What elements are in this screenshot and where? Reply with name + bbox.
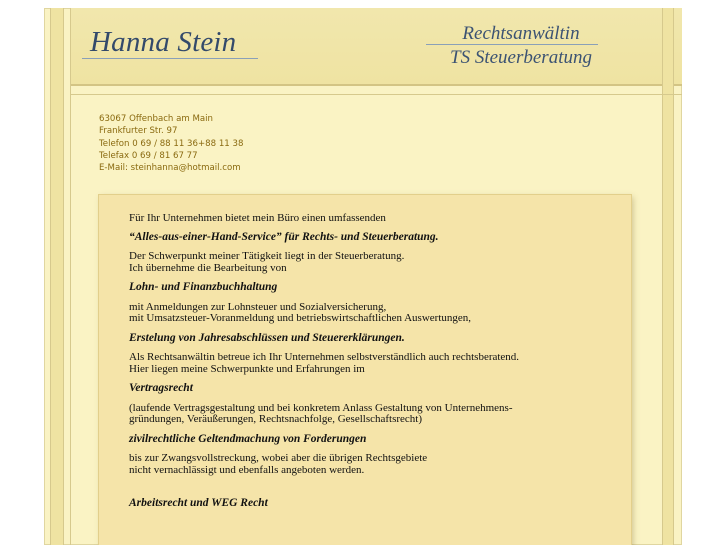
content-text	[129, 213, 619, 510]
brand-name: Hanna Stein	[90, 26, 237, 58]
contact-phone: Telefon 0 69 / 88 11 36+88 11 38	[99, 138, 244, 149]
profession	[436, 22, 606, 70]
service-heading: “Alles-aus-einer-Hand-Service” für Rechts- und Steuerberatung.	[129, 230, 439, 243]
right-border-bar	[662, 8, 674, 545]
contact-fax: Telefax 0 69 / 81 67 77	[99, 150, 198, 161]
brand-underline	[82, 58, 258, 59]
contact-address: 63067 Offenbach am Main	[99, 114, 213, 124]
content-panel	[99, 195, 631, 545]
contract-line-1: (laufende Vertragsgestaltung und bei konkretem Anlass Gestaltung von Unternehmens-	[129, 401, 513, 414]
intro-text: Für Ihr Unternehmen bietet mein Büro einen umfassenden	[129, 212, 386, 224]
focus-line-1: Der Schwerpunkt meiner Tätigkeit liegt in der Steuerberatung.	[129, 250, 405, 262]
civil-line-1: bis zur Zwangsvollstreckung, wobei aber die übrigen Rechtsgebiete	[129, 452, 428, 464]
civil-line-2: nicht vernachlässigt und ebenfalls angeboten werden.	[129, 463, 365, 476]
lawyer-line-1: Als Rechtsanwältin betreue ich Ihr Unternehmen selbstverständlich auch rechtsberatend.	[129, 351, 520, 363]
lawyer-line-2: Hier liegen meine Schwerpunkte und Erfahrungen im	[129, 362, 365, 375]
contact-street: Frankfurter Str. 97	[99, 126, 178, 137]
payroll-line-2: mit Umsatzsteuer-Voranmeldung und betriebswirtschaftlichen Auswertungen,	[129, 312, 472, 324]
heading-contract: Vertragsrecht	[129, 382, 193, 394]
left-border-line	[70, 8, 71, 545]
heading-annual: Erstelung von Jahresabschlüssen und Steuererklärungen.	[129, 331, 405, 344]
focus-line-2: Ich übernehme die Bearbeitung von	[129, 261, 287, 274]
header-divider	[70, 94, 682, 95]
profession-line-2: TS Steuerberatung	[450, 47, 592, 68]
contact-block	[99, 113, 243, 174]
heading-payroll: Lohn- und Finanzbuchhaltung	[129, 281, 278, 293]
contract-line-2: gründungen, Veräußerungen, Rechtsnachfolge, Gesellschaftsrecht)	[129, 413, 423, 425]
payroll-line-1: mit Anmeldungen zur Lohnsteuer und Sozialversicherung,	[129, 300, 387, 313]
contact-email[interactable]: E-Mail: steinhanna@hotmail.com	[99, 163, 241, 174]
page-frame	[44, 8, 682, 545]
left-border-bar	[50, 8, 64, 545]
heading-labor: Arbeitsrecht und WEG Recht	[129, 497, 268, 509]
heading-civil: zivilrechtliche Geltendmachung von Forderungen	[129, 432, 367, 445]
profession-line-1: Rechtsanwältin	[462, 23, 580, 44]
